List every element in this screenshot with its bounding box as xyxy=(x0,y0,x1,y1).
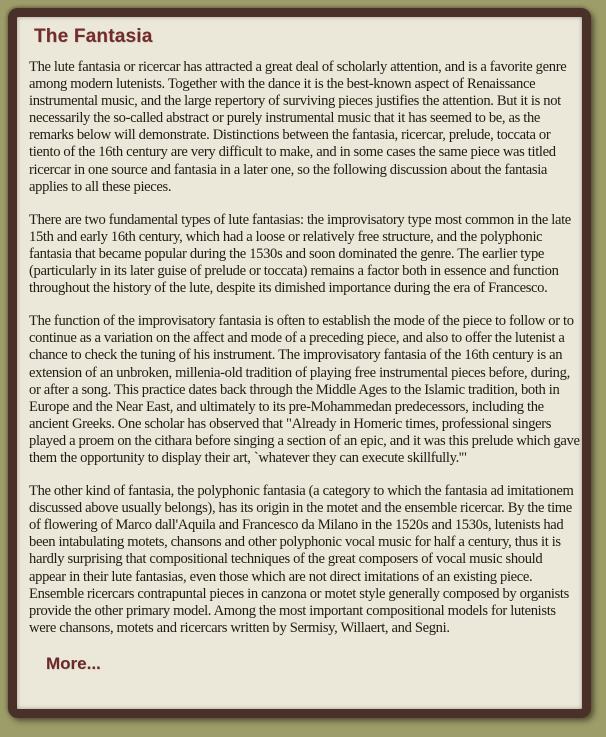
body-paragraph: There are two fundamental types of lute fantasias: the improvisatory type most common in the late 15th and early 16th century, which had a loose or relatively free structure, and the polyphonic fantasia that became popular during the 1530s and soon dominated the genre. The earlier type (particularly in its later guise of prelude or toccata) remains a factor both in essence and function throughout the history of the lute, despite its dimished importance during the era of Francesco. xyxy=(29,211,571,297)
page-title: The Fantasia xyxy=(34,26,153,47)
body-paragraph: The function of the improvisatory fantasia is often to establish the mode of the piece to follow or to continue as a variation on the affect and mode of a preceding piece, and also to offer the lutenist a chance to check the tuning of his instrument. The improvisatory fantasia of the 16th century is an extension of an unbroken, millenia-old tradition of playing free instrumental pieces before, during, or after a song. This practice dates back through the Middle Ages to the Islamic tradition, both in Europe and the Near East, and ultimately to its pre-Mohammedan predecessors, including the ancient Greeks. One scholar has observed that "Already in Homeric times, professional singers played a proem on the cithara before singing a section of an epic, and it was this prelude which gave them the opportunity to display their art, `whatever they can execute skillfully.'" xyxy=(29,313,580,466)
body-paragraph: The lute fantasia or ricercar has attracted a great deal of scholarly attention, and is a favorite genre among modern lutenists. Together with the dance it is the best-known aspect of Renaissance instrumental music, and the large repertory of surviving pieces justifies the attention. But it is not necessarily the so-called abstract or purely instrumental music that it has seemed to be, as the remarks below will demonstrate. Distinctions between the fantasia, ricercar, prelude, toccata or tiento of the 16th century are very difficult to make, and in some cases the same piece was titled ricercar in one source and fantasia in a later one, so the following discussion about the fantasia applies to all these pieces. xyxy=(29,59,567,195)
article-body xyxy=(29,59,580,637)
page-frame xyxy=(8,8,591,718)
article-content xyxy=(17,17,582,674)
body-paragraph: The other kind of fantasia, the polyphonic fantasia (a category to which the fantasia ad imitationem discussed above usually belongs), has its origin in the motet and the ensemble ricercar. By the time of flowering of Marco dall'Aquila and Francesco da Milano in the 1520s and 1530s, lutenists had been intabulating motets, chansons and other polyphonic vocal music for half a century, thus it is hardly surprising that compositional techniques of the great composers of vocal music should appear in their lute fantasias, even those which are not direct imitations of an existing piece. Ensemble ricercars contrapuntal pieces in canzona or motet style generally composed by organists provide the other primary model. Among the most important compositional models for lutenists were chansons, motets and ricercars written by Sermisy, Willaert, and Segni. xyxy=(29,483,574,636)
more-link[interactable]: More... xyxy=(46,653,101,673)
